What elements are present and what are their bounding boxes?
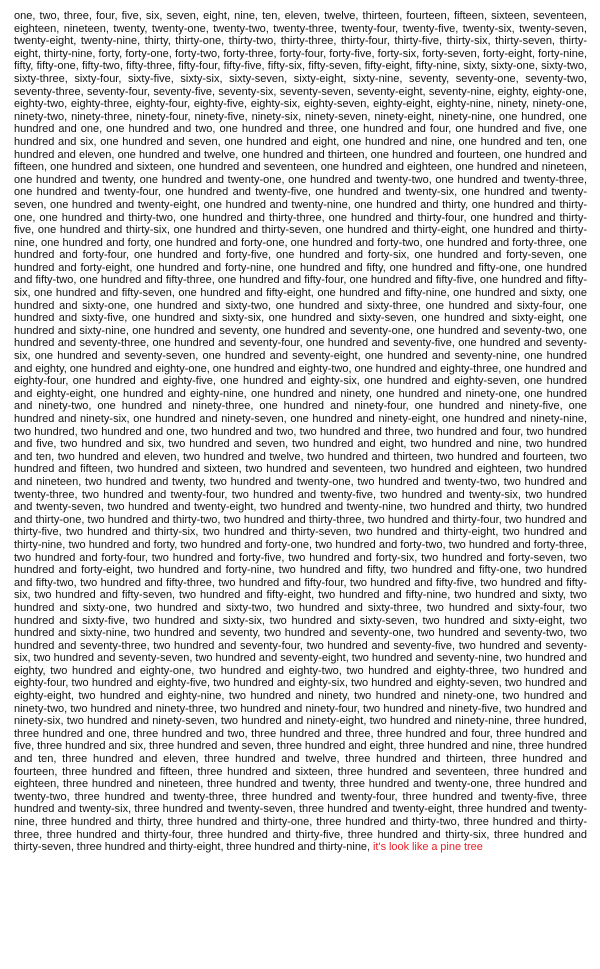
document-page — [14, 10, 587, 854]
number-words-text: one, two, three, four, five, six, seven, eight, nine, ten, eleven, twelve, thirteen, fourteen, fifteen, sixteen, seventeen, eighteen, nineteen, twenty, twenty-one, twenty-two, twenty-three, twenty-four, twenty-five, twenty-six, twenty-seven, twenty-eight, twenty-nine, thirty, thirty-one, thirty-two, thirty-three, thirty-four, thirty-five, thirty-six, thirty-seven, thirty-eight, thirty-nine, forty, forty-one, forty-two, forty-three, forty-four, forty-five, forty-six, forty-seven, forty-eight, forty-nine, fifty, fifty-one, fifty-two, fifty-three, fifty-four, fifty-five, fifty-six, fifty-seven, fifty-eight, fifty-nine, sixty, sixty-one, sixty-two, sixty-three, sixty-four, sixty-five, sixty-six, sixty-seven, sixty-eight, sixty-nine, seventy, seventy-one, seventy-two, seventy-three, seventy-four, seventy-five, seventy-six, seventy-seven, seventy-eight, seventy-nine, eighty, eighty-one, eighty-two, eighty-three, eighty-four, eighty-five, eighty-six, eighty-seven, eighty-eight, eighty-nine, ninety, ninety-one, ninety-two, ninety-three, ninety-four, ninety-five, ninety-six, ninety-seven, ninety-eight, ninety-nine, one hundred, one hundred and one, one hundred and two, one hundred and three, one hundred and four, one hundred and five, one hundred and six, one hundred and seven, one hundred and eight, one hundred and nine, one hundred and ten, one hundred and eleven, one hundred and twelve, one hundred and thirteen, one hundred and fourteen, one hundred and fifteen, one hundred and sixteen, one hundred and seventeen, one hundred and eighteen, one hundred and nineteen, one hundred and twenty, one hundred and twenty-one, one hundred and twenty-two, one hundred and twenty-three, one hundred and twenty-four, one hundred and twenty-five, one hundred and twenty-six, one hundred and twenty-seven, one hundred and twenty-eight, one hundred and twenty-nine, one hundred and thirty, one hundred and thirty-one, one hundred and thirty-two, one hundred and thirty-three, one hundred and thirty-four, one hundred and thirty-five, one hundred and thirty-six, one hundred and thirty-seven, one hundred and thirty-eight, one hundred and thirty-nine, one hundred and forty, one hundred and forty-one, one hundred and forty-two, one hundred and forty-three, one hundred and forty-four, one hundred and forty-five, one hundred and forty-six, one hundred and forty-seven, one hundred and forty-eight, one hundred and forty-nine, one hundred and fifty, one hundred and fifty-one, one hundred and fifty-two, one hundred and fifty-three, one hundred and fifty-four, one hundred and fifty-five, one hundred and fifty-six, one hundred and fifty-seven, one hundred and fifty-eight, one hundred and fifty-nine, one hundred and sixty, one hundred and sixty-one, one hundred and sixty-two, one hundred and sixty-three, one hundred and sixty-four, one hundred and sixty-five, one hundred and sixty-six, one hundred and sixty-seven, one hundred and sixty-eight, one hundred and sixty-nine, one hundred and seventy, one hundred and seventy-one, one hundred and seventy-two, one hundred and seventy-three, one hundred and seventy-four, one hundred and seventy-five, one hundred and seventy-six, one hundred and seventy-seven, one hundred and seventy-eight, one hundred and seventy-nine, one hundred and eighty, one hundred and eighty-one, one hundred and eighty-two, one hundred and eighty-three, one hundred and eighty-four, one hundred and eighty-five, one hundred and eighty-six, one hundred and eighty-seven, one hundred and eighty-eight, one hundred and eighty-nine, one hundred and ninety, one hundred and ninety-one, one hundred and ninety-two, one hundred and ninety-three, one hundred and ninety-four, one hundred and ninety-five, one hundred and ninety-six, one hundred and ninety-seven, one hundred and ninety-eight, one hundred and ninety-nine, two hundred, two hundred and one, two hundred and two, two hundred and three, two hundred and four, two hundred and five, two hundred and six, two hundred and seven, two hundred and eight, two hundred and nine, two hundred and ten, two hundred and eleven, two hundred and twelve, two hundred and thirteen, two hundred and fourteen, two hundred and fifteen, two hundred and sixteen, two hundred and seventeen, two hundred and eighteen, two hundred and nineteen, two hundred and twenty, two hundred and twenty-one, two hundred and twenty-two, two hundred and twenty-three, two hundred and twenty-four, two hundred and twenty-five, two hundred and twenty-six, two hundred and twenty-seven, two hundred and twenty-eight, two hundred and twenty-nine, two hundred and thirty, two hundred and thirty-one, two hundred and thirty-two, two hundred and thirty-three, two hundred and thirty-four, two hundred and thirty-five, two hundred and thirty-six, two hundred and thirty-seven, two hundred and thirty-eight, two hundred and thirty-nine, two hundred and forty, two hundred and forty-one, two hundred and forty-two, two hundred and forty-three, two hundred and forty-four, two hundred and forty-five, two hundred and forty-six, two hundred and forty-seven, two hundred and forty-eight, two hundred and forty-nine, two hundred and fifty, two hundred and fifty-one, two hundred and fifty-two, two hundred and fifty-three, two hundred and fifty-four, two hundred and fifty-five, two hundred and fifty-six, two hundred and fifty-seven, two hundred and fifty-eight, two hundred and fifty-nine, two hundred and sixty, two hundred and sixty-one, two hundred and sixty-two, two hundred and sixty-three, two hundred and sixty-four, two hundred and sixty-five, two hundred and sixty-six, two hundred and sixty-seven, two hundred and sixty-eight, two hundred and sixty-nine, two hundred and seventy, two hundred and seventy-one, two hundred and seventy-two, two hundred and seventy-three, two hundred and seventy-four, two hundred and seventy-five, two hundred and seventy-six, two hundred and seventy-seven, two hundred and seventy-eight, two hundred and seventy-nine, two hundred and eighty, two hundred and eighty-one, two hundred and eighty-two, two hundred and eighty-three, two hundred and eighty-four, two hundred and eighty-five, two hundred and eighty-six, two hundred and eighty-seven, two hundred and eighty-eight, two hundred and eighty-nine, two hundred and ninety, two hundred and ninety-one, two hundred and ninety-two, two hundred and ninety-three, two hundred and ninety-four, two hundred and ninety-five, two hundred and ninety-six, two hundred and ninety-seven, two hundred and ninety-eight, two hundred and ninety-nine, three hundred, three hundred and one, three hundred and two, three hundred and three, three hundred and four, three hundred and five, three hundred and six, three hundred and seven, three hundred and eight, three hundred and nine, three hundred and ten, three hundred and eleven, three hundred and twelve, three hundred and thirteen, three hundred and fourteen, three hundred and fifteen, three hundred and sixteen, three hundred and seventeen, three hundred and eighteen, three hundred and nineteen, three hundred and twenty, three hundred and twenty-one, three hundred and twenty-two, three hundred and twenty-three, three hundred and twenty-four, three hundred and twenty-five, three hundred and twenty-six, three hundred and twenty-seven, three hundred and twenty-eight, three hundred and twenty-nine, three hundred and thirty, three hundred and thirty-one, three hundred and thirty-two, three hundred and thirty-three, three hundred and thirty-four, three hundred and thirty-five, three hundred and thirty-six, three hundred and thirty-seven, three hundred and thirty-eight, three hundred and thirty-nine, — [14, 10, 587, 854]
number-words-paragraph — [14, 10, 587, 854]
pine-tree-remark: it's look like a pine tree — [372, 841, 483, 854]
